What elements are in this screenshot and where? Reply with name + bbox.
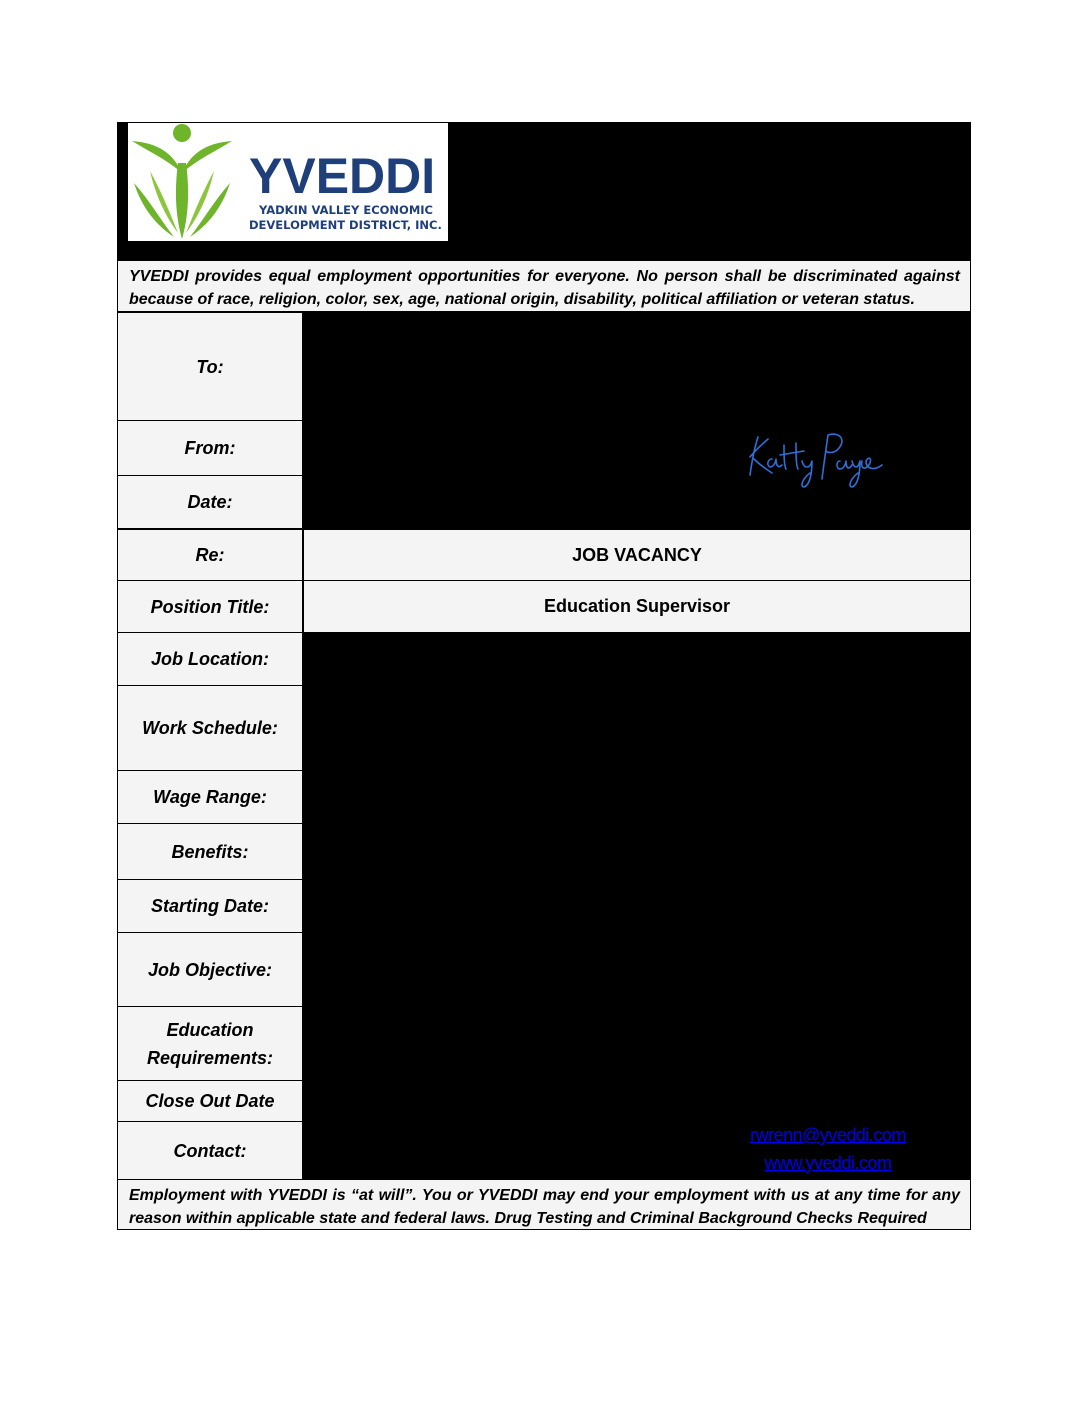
job-details-redacted [304,633,970,1179]
yveddi-logo [128,123,448,241]
job-objective-label: Job Objective: [118,933,303,1007]
job-vacancy-form [117,122,971,1230]
logo-line-2: DEVELOPMENT DISTRICT, INC. [249,218,442,232]
job-location-label: Job Location: [118,633,303,686]
re-value: JOB VACANCY [304,529,970,581]
date-label: Date: [118,476,303,529]
work-schedule-label: Work Schedule: [118,686,303,771]
education-requirements-label: Education Requirements: [118,1007,303,1081]
contact-links [718,1121,938,1177]
equal-opportunity-notice: YVEDDI provides equal employment opportunities for everyone. No person shall be discriminated against because of race, religion, color, sex, age, national origin, disability, political affiliation or veteran status. [118,261,970,312]
to-label: To: [118,313,303,421]
close-out-date-label: Close Out Date [118,1081,303,1122]
contact-label: Contact: [118,1122,303,1179]
signature [744,425,884,491]
website-link[interactable]: www.yveddi.com [764,1153,892,1173]
position-title-value: Education Supervisor [304,581,970,633]
at-will-notice: Employment with YVEDDI is “at will”. You or YVEDDI may end your employment with us at any time for any reason within applicable state and federal laws. Drug Testing and Criminal Background Checks Required [118,1179,970,1229]
benefits-label: Benefits: [118,824,303,880]
position-title-label: Position Title: [118,581,303,633]
wage-range-label: Wage Range: [118,771,303,824]
starting-date-label: Starting Date: [118,880,303,933]
contact-email-link[interactable]: rwrenn@yveddi.com [750,1125,906,1145]
re-label: Re: [118,529,303,581]
recipient-block-redacted [304,313,970,528]
logo-name: YVEDDI [249,148,436,204]
header-banner [118,123,970,260]
from-label: From: [118,421,303,476]
logo-line-1: YADKIN VALLEY ECONOMIC [259,203,433,217]
